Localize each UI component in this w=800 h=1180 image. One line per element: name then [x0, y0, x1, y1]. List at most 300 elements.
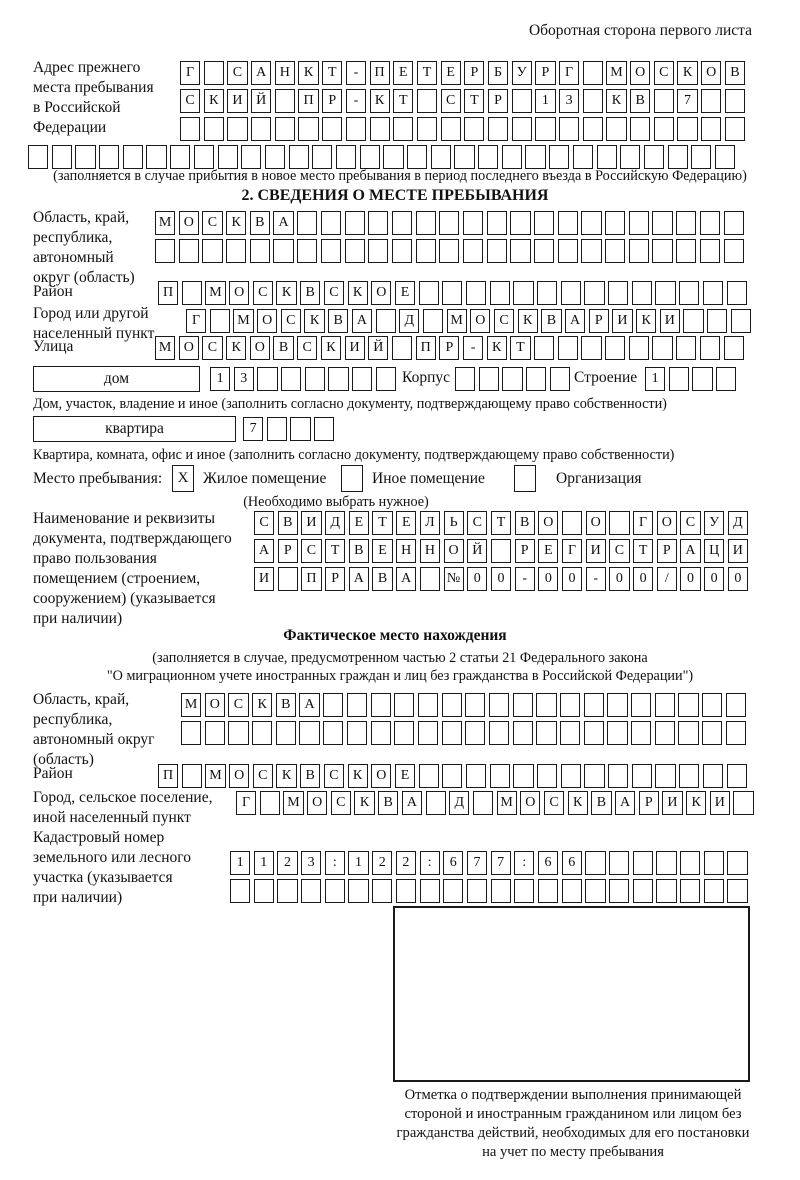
form-cell[interactable] — [194, 145, 214, 169]
form-cell[interactable]: В — [276, 693, 296, 717]
form-cell[interactable] — [442, 693, 462, 717]
form-cell[interactable] — [491, 539, 511, 563]
form-cell[interactable] — [419, 281, 439, 305]
form-cell[interactable]: М — [155, 211, 175, 235]
form-cell[interactable] — [416, 211, 436, 235]
form-cell[interactable]: Е — [395, 764, 415, 788]
form-cell[interactable]: П — [416, 336, 436, 360]
form-cell[interactable] — [455, 367, 475, 391]
form-cell[interactable] — [605, 239, 625, 263]
form-cell[interactable] — [463, 211, 483, 235]
form-cell[interactable] — [182, 281, 202, 305]
form-cell[interactable] — [656, 879, 676, 903]
form-cell[interactable] — [443, 879, 463, 903]
form-cell[interactable] — [394, 721, 414, 745]
form-cell[interactable]: С — [324, 764, 344, 788]
form-cell[interactable]: С — [331, 791, 351, 815]
form-cell[interactable]: Р — [535, 61, 555, 85]
form-cell[interactable]: В — [378, 791, 398, 815]
checkbox-other-premises[interactable] — [341, 465, 363, 492]
form-cell[interactable] — [466, 281, 486, 305]
form-cell[interactable] — [210, 309, 230, 333]
form-cell[interactable] — [289, 145, 309, 169]
form-cell[interactable] — [420, 879, 440, 903]
form-cell[interactable]: В — [630, 89, 650, 113]
form-cell[interactable]: Т — [393, 89, 413, 113]
form-cell[interactable] — [597, 145, 617, 169]
form-cell[interactable] — [607, 721, 627, 745]
form-cell[interactable] — [346, 117, 366, 141]
form-cell[interactable]: О — [701, 61, 721, 85]
form-cell[interactable] — [534, 239, 554, 263]
form-cell[interactable] — [561, 764, 581, 788]
form-cell[interactable] — [584, 281, 604, 305]
form-cell[interactable]: - — [346, 89, 366, 113]
form-cell[interactable] — [512, 117, 532, 141]
form-cell[interactable] — [513, 764, 533, 788]
form-cell[interactable]: Т — [510, 336, 530, 360]
form-cell[interactable]: И — [710, 791, 730, 815]
form-cell[interactable] — [228, 721, 248, 745]
form-cell[interactable]: Н — [420, 539, 440, 563]
form-cell[interactable]: И — [728, 539, 748, 563]
form-cell[interactable] — [305, 367, 325, 391]
form-cell[interactable] — [558, 336, 578, 360]
form-cell[interactable] — [75, 145, 95, 169]
form-cell[interactable]: О — [657, 511, 677, 535]
form-cell[interactable]: В — [725, 61, 745, 85]
form-cell[interactable] — [473, 791, 493, 815]
form-cell[interactable] — [631, 693, 651, 717]
form-cell[interactable] — [510, 239, 530, 263]
form-cell[interactable]: С — [202, 336, 222, 360]
form-cell[interactable]: М — [283, 791, 303, 815]
form-cell[interactable] — [562, 511, 582, 535]
form-cell[interactable] — [416, 239, 436, 263]
form-cell[interactable]: С — [609, 539, 629, 563]
form-cell[interactable]: Т — [325, 539, 345, 563]
form-cell[interactable]: 3 — [301, 851, 321, 875]
form-cell[interactable]: Р — [515, 539, 535, 563]
form-cell[interactable] — [726, 721, 746, 745]
form-cell[interactable]: 7 — [243, 417, 263, 441]
form-cell[interactable] — [605, 336, 625, 360]
form-cell[interactable] — [267, 417, 287, 441]
form-cell[interactable]: 2 — [277, 851, 297, 875]
form-cell[interactable]: 0 — [704, 567, 724, 591]
form-cell[interactable]: С — [654, 61, 674, 85]
form-cell[interactable]: М — [155, 336, 175, 360]
form-cell[interactable] — [396, 879, 416, 903]
form-cell[interactable] — [679, 281, 699, 305]
form-cell[interactable]: К — [204, 89, 224, 113]
form-cell[interactable] — [352, 367, 372, 391]
form-cell[interactable] — [439, 211, 459, 235]
form-cell[interactable] — [323, 693, 343, 717]
form-cell[interactable] — [442, 764, 462, 788]
form-cell[interactable]: Р — [278, 539, 298, 563]
form-cell[interactable] — [146, 145, 166, 169]
form-cell[interactable] — [181, 721, 201, 745]
form-cell[interactable]: Т — [464, 89, 484, 113]
form-cell[interactable]: М — [606, 61, 626, 85]
form-cell[interactable]: Т — [322, 61, 342, 85]
form-cell[interactable] — [549, 145, 569, 169]
form-cell[interactable]: Р — [639, 791, 659, 815]
form-cell[interactable] — [463, 239, 483, 263]
form-cell[interactable] — [652, 239, 672, 263]
form-cell[interactable]: А — [349, 567, 369, 591]
form-cell[interactable] — [347, 693, 367, 717]
form-cell[interactable] — [700, 211, 720, 235]
form-cell[interactable] — [668, 145, 688, 169]
form-cell[interactable] — [513, 721, 533, 745]
form-cell[interactable] — [581, 336, 601, 360]
form-cell[interactable]: В — [300, 281, 320, 305]
form-cell[interactable]: Е — [393, 61, 413, 85]
form-cell[interactable]: Е — [538, 539, 558, 563]
form-cell[interactable] — [585, 851, 605, 875]
form-cell[interactable] — [314, 417, 334, 441]
form-cell[interactable] — [180, 117, 200, 141]
form-cell[interactable]: К — [354, 791, 374, 815]
form-cell[interactable]: 1 — [210, 367, 230, 391]
form-cell[interactable]: 1 — [230, 851, 250, 875]
form-cell[interactable]: Т — [491, 511, 511, 535]
form-cell[interactable]: А — [565, 309, 585, 333]
form-cell[interactable]: А — [254, 539, 274, 563]
form-cell[interactable] — [535, 117, 555, 141]
form-cell[interactable] — [393, 117, 413, 141]
form-cell[interactable] — [583, 117, 603, 141]
form-cell[interactable]: О — [470, 309, 490, 333]
form-cell[interactable]: В — [278, 511, 298, 535]
form-cell[interactable] — [534, 211, 554, 235]
form-cell[interactable]: Р — [488, 89, 508, 113]
form-cell[interactable]: 0 — [538, 567, 558, 591]
form-cell[interactable] — [676, 239, 696, 263]
form-cell[interactable] — [704, 851, 724, 875]
form-cell[interactable] — [328, 367, 348, 391]
form-cell[interactable]: Г — [559, 61, 579, 85]
form-cell[interactable]: М — [205, 281, 225, 305]
form-cell[interactable]: Р — [589, 309, 609, 333]
form-cell[interactable]: У — [704, 511, 724, 535]
form-cell[interactable] — [620, 145, 640, 169]
form-cell[interactable]: Г — [236, 791, 256, 815]
form-cell[interactable]: - — [586, 567, 606, 591]
form-cell[interactable] — [655, 764, 675, 788]
form-cell[interactable] — [52, 145, 72, 169]
form-cell[interactable] — [372, 879, 392, 903]
form-cell[interactable] — [392, 239, 412, 263]
form-cell[interactable]: О — [371, 281, 391, 305]
form-cell[interactable] — [371, 693, 391, 717]
form-cell[interactable]: Г — [633, 511, 653, 535]
form-cell[interactable] — [644, 145, 664, 169]
form-cell[interactable] — [691, 145, 711, 169]
form-cell[interactable]: С — [324, 281, 344, 305]
form-cell[interactable] — [155, 239, 175, 263]
form-cell[interactable] — [702, 721, 722, 745]
form-cell[interactable]: А — [251, 61, 271, 85]
form-cell[interactable] — [479, 367, 499, 391]
form-cell[interactable]: К — [276, 281, 296, 305]
form-cell[interactable] — [630, 117, 650, 141]
form-cell[interactable]: П — [370, 61, 390, 85]
form-cell[interactable]: А — [402, 791, 422, 815]
form-cell[interactable]: О — [444, 539, 464, 563]
form-cell[interactable] — [669, 367, 689, 391]
form-cell[interactable] — [251, 117, 271, 141]
form-cell[interactable] — [558, 239, 578, 263]
form-cell[interactable]: С — [180, 89, 200, 113]
form-cell[interactable]: 0 — [728, 567, 748, 591]
form-cell[interactable] — [312, 145, 332, 169]
form-cell[interactable] — [392, 211, 412, 235]
form-cell[interactable] — [581, 239, 601, 263]
form-cell[interactable]: 3 — [234, 367, 254, 391]
form-cell[interactable] — [609, 879, 629, 903]
form-cell[interactable]: С — [297, 336, 317, 360]
form-cell[interactable] — [702, 693, 722, 717]
form-cell[interactable]: Л — [420, 511, 440, 535]
form-cell[interactable] — [454, 145, 474, 169]
form-cell[interactable]: О — [229, 764, 249, 788]
form-cell[interactable]: О — [307, 791, 327, 815]
form-cell[interactable]: К — [304, 309, 324, 333]
form-cell[interactable] — [491, 879, 511, 903]
form-cell[interactable]: 0 — [467, 567, 487, 591]
form-cell[interactable]: П — [158, 281, 178, 305]
form-cell[interactable] — [230, 879, 250, 903]
form-cell[interactable] — [558, 211, 578, 235]
form-cell[interactable] — [487, 211, 507, 235]
form-cell[interactable] — [707, 309, 727, 333]
form-cell[interactable] — [252, 721, 272, 745]
form-cell[interactable]: К — [348, 764, 368, 788]
form-cell[interactable] — [703, 281, 723, 305]
form-cell[interactable] — [257, 367, 277, 391]
form-cell[interactable]: 0 — [680, 567, 700, 591]
form-cell[interactable] — [417, 117, 437, 141]
form-cell[interactable] — [704, 879, 724, 903]
form-cell[interactable]: 6 — [443, 851, 463, 875]
form-cell[interactable]: Р — [657, 539, 677, 563]
form-cell[interactable]: С — [494, 309, 514, 333]
form-cell[interactable] — [297, 211, 317, 235]
form-cell[interactable] — [490, 281, 510, 305]
form-cell[interactable] — [301, 879, 321, 903]
form-cell[interactable] — [561, 281, 581, 305]
form-cell[interactable] — [368, 239, 388, 263]
form-cell[interactable]: К — [321, 336, 341, 360]
form-cell[interactable] — [655, 281, 675, 305]
form-cell[interactable]: С — [441, 89, 461, 113]
form-cell[interactable] — [260, 791, 280, 815]
form-cell[interactable] — [633, 851, 653, 875]
form-cell[interactable]: К — [226, 336, 246, 360]
form-cell[interactable] — [584, 693, 604, 717]
form-cell[interactable]: Й — [368, 336, 388, 360]
form-cell[interactable]: В — [328, 309, 348, 333]
form-cell[interactable] — [407, 145, 427, 169]
form-cell[interactable]: Е — [396, 511, 416, 535]
form-cell[interactable] — [376, 367, 396, 391]
form-cell[interactable] — [573, 145, 593, 169]
form-cell[interactable]: М — [233, 309, 253, 333]
form-cell[interactable]: В — [541, 309, 561, 333]
form-cell[interactable]: А — [396, 567, 416, 591]
form-cell[interactable] — [724, 211, 744, 235]
form-cell[interactable] — [726, 693, 746, 717]
form-cell[interactable] — [632, 764, 652, 788]
form-cell[interactable]: О — [257, 309, 277, 333]
form-cell[interactable] — [537, 281, 557, 305]
form-cell[interactable]: П — [301, 567, 321, 591]
form-cell[interactable] — [631, 721, 651, 745]
form-cell[interactable]: А — [680, 539, 700, 563]
form-cell[interactable]: М — [181, 693, 201, 717]
form-cell[interactable]: Е — [349, 511, 369, 535]
form-cell[interactable] — [442, 721, 462, 745]
form-cell[interactable] — [441, 117, 461, 141]
form-cell[interactable]: С — [467, 511, 487, 535]
form-cell[interactable]: О — [250, 336, 270, 360]
form-cell[interactable]: С — [227, 61, 247, 85]
form-cell[interactable]: К — [252, 693, 272, 717]
form-cell[interactable]: И — [227, 89, 247, 113]
form-cell[interactable]: К — [686, 791, 706, 815]
form-cell[interactable]: 1 — [254, 851, 274, 875]
form-cell[interactable]: И — [586, 539, 606, 563]
form-cell[interactable]: И — [254, 567, 274, 591]
form-cell[interactable]: № — [444, 567, 464, 591]
form-cell[interactable] — [692, 367, 712, 391]
form-cell[interactable] — [733, 791, 753, 815]
form-cell[interactable] — [700, 336, 720, 360]
form-cell[interactable] — [273, 239, 293, 263]
form-cell[interactable] — [583, 89, 603, 113]
form-cell[interactable] — [632, 281, 652, 305]
form-cell[interactable]: Й — [251, 89, 271, 113]
form-cell[interactable] — [534, 336, 554, 360]
form-cell[interactable] — [725, 89, 745, 113]
form-cell[interactable] — [418, 721, 438, 745]
form-cell[interactable] — [487, 239, 507, 263]
form-cell[interactable]: Р — [439, 336, 459, 360]
form-cell[interactable]: 0 — [491, 567, 511, 591]
form-cell[interactable]: П — [298, 89, 318, 113]
form-cell[interactable]: С — [281, 309, 301, 333]
form-cell[interactable]: М — [447, 309, 467, 333]
form-cell[interactable]: С — [680, 511, 700, 535]
form-cell[interactable] — [701, 89, 721, 113]
form-cell[interactable] — [202, 239, 222, 263]
form-cell[interactable] — [538, 879, 558, 903]
form-cell[interactable] — [514, 879, 534, 903]
form-cell[interactable] — [321, 239, 341, 263]
form-cell[interactable] — [345, 239, 365, 263]
form-cell[interactable] — [227, 117, 247, 141]
form-cell[interactable] — [560, 693, 580, 717]
form-cell[interactable]: В — [273, 336, 293, 360]
form-cell[interactable]: К — [226, 211, 246, 235]
form-cell[interactable] — [676, 336, 696, 360]
form-cell[interactable] — [275, 89, 295, 113]
form-cell[interactable] — [584, 721, 604, 745]
form-cell[interactable]: 2 — [372, 851, 392, 875]
form-cell[interactable]: В — [349, 539, 369, 563]
form-cell[interactable] — [560, 721, 580, 745]
form-cell[interactable]: Ь — [444, 511, 464, 535]
form-cell[interactable] — [298, 117, 318, 141]
form-cell[interactable] — [513, 281, 533, 305]
form-cell[interactable] — [360, 145, 380, 169]
form-cell[interactable] — [678, 693, 698, 717]
form-cell[interactable] — [608, 281, 628, 305]
form-cell[interactable]: Д — [399, 309, 419, 333]
form-cell[interactable]: К — [677, 61, 697, 85]
form-cell[interactable] — [241, 145, 261, 169]
form-cell[interactable] — [716, 367, 736, 391]
form-cell[interactable] — [423, 309, 443, 333]
form-cell[interactable] — [715, 145, 735, 169]
form-cell[interactable] — [559, 117, 579, 141]
form-cell[interactable] — [654, 89, 674, 113]
form-cell[interactable]: 2 — [396, 851, 416, 875]
form-cell[interactable]: Ц — [704, 539, 724, 563]
form-cell[interactable] — [654, 117, 674, 141]
form-cell[interactable] — [218, 145, 238, 169]
form-cell[interactable]: В — [515, 511, 535, 535]
form-cell[interactable] — [677, 117, 697, 141]
form-cell[interactable]: А — [352, 309, 372, 333]
form-cell[interactable]: О — [586, 511, 606, 535]
form-cell[interactable] — [28, 145, 48, 169]
form-cell[interactable] — [439, 239, 459, 263]
form-cell[interactable]: С — [544, 791, 564, 815]
form-cell[interactable] — [727, 764, 747, 788]
form-cell[interactable] — [348, 879, 368, 903]
form-cell[interactable]: О — [371, 764, 391, 788]
form-cell[interactable]: У — [512, 61, 532, 85]
form-cell[interactable] — [205, 721, 225, 745]
form-cell[interactable] — [525, 145, 545, 169]
form-cell[interactable] — [502, 145, 522, 169]
form-cell[interactable] — [703, 764, 723, 788]
form-cell[interactable] — [727, 851, 747, 875]
form-cell[interactable]: П — [158, 764, 178, 788]
form-cell[interactable] — [724, 336, 744, 360]
form-cell[interactable]: - — [515, 567, 535, 591]
form-cell[interactable]: А — [273, 211, 293, 235]
form-cell[interactable]: И — [301, 511, 321, 535]
form-cell[interactable]: Т — [633, 539, 653, 563]
form-cell[interactable] — [724, 239, 744, 263]
form-cell[interactable] — [536, 721, 556, 745]
form-cell[interactable] — [431, 145, 451, 169]
form-cell[interactable]: И — [345, 336, 365, 360]
form-cell[interactable]: Д — [325, 511, 345, 535]
form-cell[interactable] — [683, 309, 703, 333]
form-cell[interactable]: : — [420, 851, 440, 875]
form-cell[interactable]: К — [298, 61, 318, 85]
form-cell[interactable] — [265, 145, 285, 169]
form-cell[interactable] — [488, 117, 508, 141]
form-cell[interactable] — [417, 89, 437, 113]
form-cell[interactable] — [585, 879, 605, 903]
